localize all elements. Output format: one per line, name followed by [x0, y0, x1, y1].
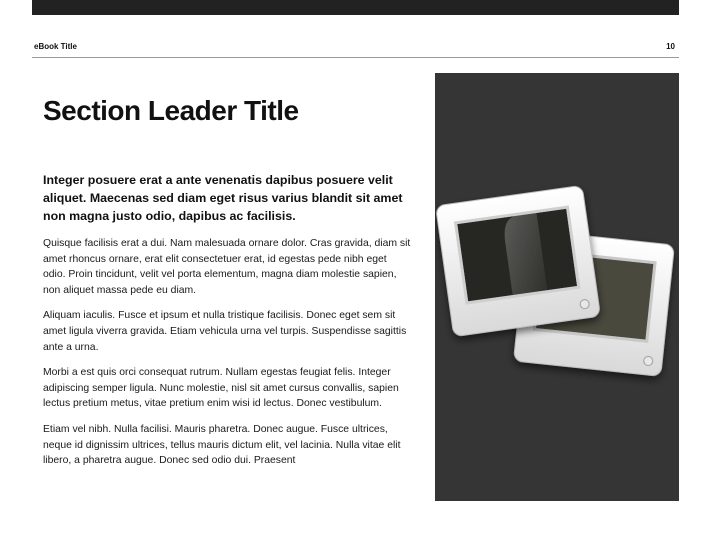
front-slide: [436, 185, 601, 336]
body-paragraph: Quisque facilisis erat a dui. Nam malesuada ornare dolor. Cras gravida, diam sit amet rhoncus ornare, erat elit consectetuer erat, id egestas pede nibh eget odio. Proin tincidunt, velit vel porta elementum, magna diam molestie sapien, non aliquet massa pede eu diam.: [43, 238, 411, 296]
lead-paragraph: Integer posuere erat a ante venenatis dapibus posuere velit aliquet. Maecenas sed diam eget risus varius blandit sit amet non magna justo odio, dapibus ac facilisis.: [43, 173, 403, 223]
body-text: [43, 171, 411, 479]
ebook-title: eBook Title: [34, 42, 77, 51]
body-paragraph: Etiam vel nibh. Nulla facilisi. Mauris pharetra. Donec augue. Fusce ultrices, neque id dignissim ultrices, tellus mauris dictum elit, vel lacinia. Nulla vitae elit libero, a pharetra augue. Donec sed odio dui. Praesent: [43, 423, 401, 467]
image-panel: [435, 73, 679, 501]
body-paragraph: Morbi a est quis orci consequat rutrum. Nullam egestas feugiat felis. Integer adipiscing semper ligula. Nunc molestie, nisl sit amet cursus convallis, sapien lectus pretium metus, vitae pretium enim wisi id lectus. Donec vestibulum.: [43, 367, 399, 410]
body-paragraph: Aliquam iaculis. Fusce et ipsum et nulla tristique facilisis. Donec eget sem sit amet ligula viverra gravida. Etiam vehicula urna vel turpis. Suspendisse sagittis ante a urna.: [43, 310, 407, 353]
header-divider: [32, 57, 679, 58]
photo-slides-icon: [435, 73, 679, 501]
section-title: Section Leader Title: [43, 95, 299, 126]
page-number: 10: [666, 42, 675, 51]
top-bar: [32, 0, 679, 15]
